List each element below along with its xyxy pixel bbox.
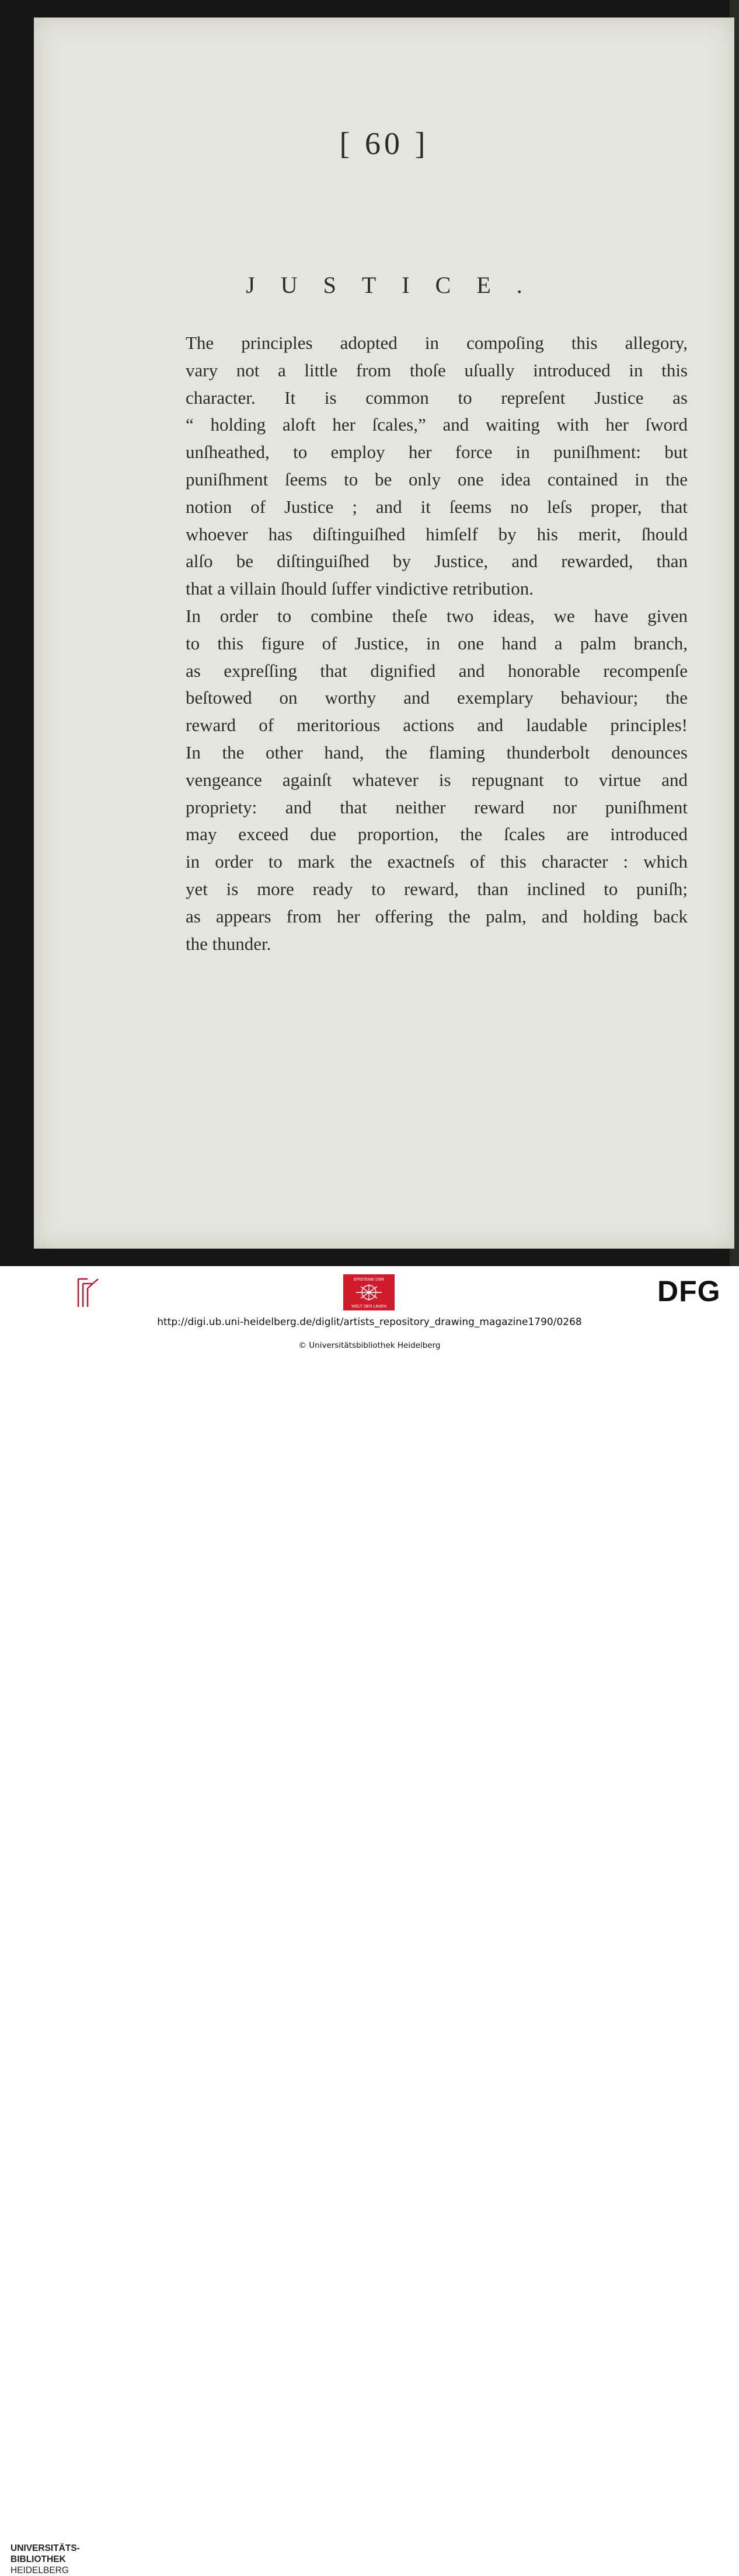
library-name-line: UNIVERSITÄTS- xyxy=(11,2543,80,2553)
text-line: unſheathed, to employ her force in puniſhment: but xyxy=(186,442,688,463)
text-line: whoever has diſtinguiſhed himſelf by his merit, ſhould xyxy=(186,523,688,544)
text-line: as expreſſing that dignified and honorable recompenſe xyxy=(186,660,688,681)
text-line: character. It is common to repreſent Justice as xyxy=(186,387,688,408)
paragraph-1 xyxy=(162,330,688,603)
text-line: In order to combine theſe two ideas, we have given xyxy=(186,605,688,626)
episteme-logo[interactable] xyxy=(343,1274,395,1310)
episteme-logo-bottom-text: WELT DER LINIEN xyxy=(351,1305,387,1309)
body-text xyxy=(162,330,688,957)
text-line: alſo be diſtinguiſhed by Justice, and rewarded, than xyxy=(186,551,688,572)
text-line: the thunder. xyxy=(186,933,271,954)
text-line: may exceed due proportion, the ſcales are introduced xyxy=(186,824,688,845)
library-name-line: BIBLIOTHEK xyxy=(11,2554,66,2564)
text-line: vengeance againſt whatever is repugnant to virtue and xyxy=(186,769,688,790)
text-line: “ holding aloft her ſcales,” and waiting with her ſword xyxy=(186,414,688,435)
dfg-logo[interactable]: DFG xyxy=(657,1275,721,1308)
text-line: In the other hand, the flaming thunderbolt denounces xyxy=(186,742,688,763)
episteme-logo-icon xyxy=(343,1274,395,1310)
footer-url[interactable]: http://digi.ub.uni-heidelberg.de/diglit/artists_repository_drawing_magazine1790/0268 xyxy=(157,1316,582,1328)
text-line: puniſhment ſeems to be only one idea contained in the xyxy=(186,469,688,490)
text-line: vary not a little from thoſe uſually introduced in this xyxy=(186,359,688,380)
episteme-logo-top-text: EPISTEME DER xyxy=(353,1278,385,1282)
text-line: The principles adopted in compoſing this allegory, xyxy=(186,333,688,353)
copyright-notice: © Universitätsbibliothek Heidelberg xyxy=(298,1341,441,1350)
library-emblem-icon xyxy=(75,1275,102,1310)
viewer-footer xyxy=(0,1266,739,2575)
text-line: to this figure of Justice, in one hand a palm branch, xyxy=(186,632,688,653)
text-line: yet is more ready to reward, than inclined to puniſh; xyxy=(186,878,688,899)
text-line: propriety: and that neither reward nor puniſhment xyxy=(186,796,688,817)
library-name-line: HEIDELBERG xyxy=(11,2565,69,2575)
book-page xyxy=(34,18,734,1249)
text-line: as appears from her offering the palm, and holding back xyxy=(186,906,688,927)
text-line: notion of Justice ; and it ſeems no leſs proper, that xyxy=(186,496,688,517)
paragraph-2 xyxy=(162,603,688,957)
page-number: [ 60 ] xyxy=(339,126,429,161)
library-logo-text[interactable] xyxy=(11,2543,80,2576)
text-line: in order to mark the exactneſs of this character : which xyxy=(186,851,688,872)
chapter-title: JUSTICE. xyxy=(246,272,548,298)
text-line: beſtowed on worthy and exemplary behaviour; the xyxy=(186,687,688,708)
text-line: that a villain ſhould ſuffer vindictive retribution. xyxy=(186,578,534,599)
text-line: reward of meritorious actions and laudable principles! xyxy=(186,715,688,736)
